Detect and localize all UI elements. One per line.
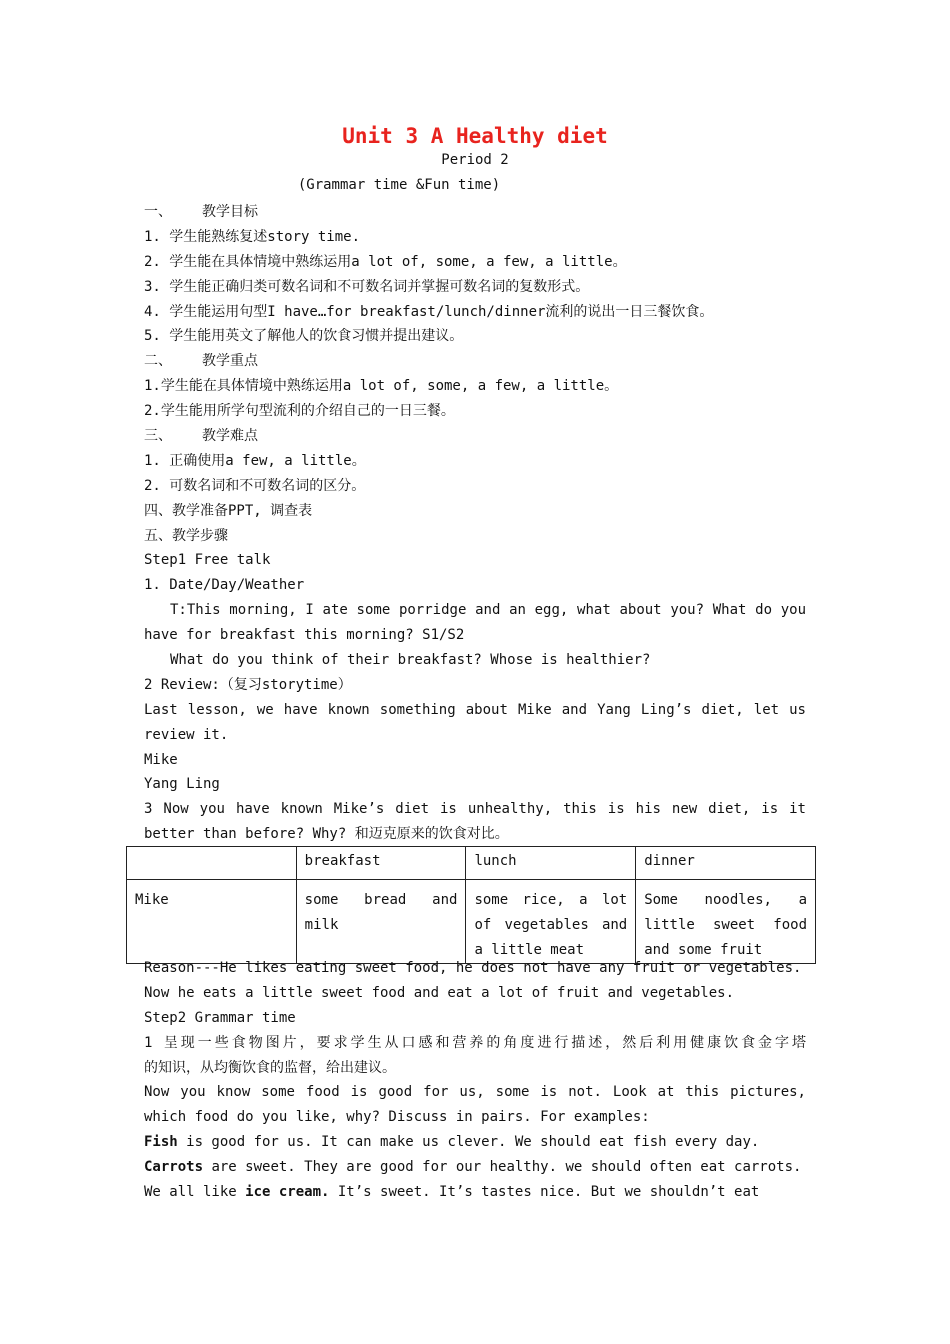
step1-heading: Step1 Free talk (144, 552, 271, 569)
key-point-1: 1.学生能在具体情境中熟练运用a lot of, some, a few, a little。 (144, 378, 619, 395)
key-point-2: 2.学生能用所学句型流利的介绍自己的一日三餐。 (144, 403, 455, 420)
grammar-item-2-line-1: Now you know some food is good for us, some is not. Look at this pictures, (144, 1084, 806, 1101)
period-label: Period 2 (441, 152, 509, 168)
teacher-line-2: have for breakfast this morning? S1/S2 (144, 627, 465, 644)
review-line-2: review it. (144, 726, 229, 743)
step1-item-2: 2 Review:（复习storytime） (144, 676, 352, 693)
objective-3: 3. 学生能正确归类可数名词和不可数名词并掌握可数名词的复数形式。 (144, 278, 590, 295)
teacher-line-3: What do you think of their breakfast? Whose is healthier? (170, 652, 651, 669)
document-title: Unit 3 A Healthy diet (342, 124, 608, 148)
difficulty-2: 2. 可数名词和不可数名词的区分。 (144, 477, 366, 494)
step1-item-3-line-1: 3 Now you have known Mike’s diet is unhealthy, this is his new diet, is it (144, 801, 806, 818)
reason-line-2: Now he eats a little sweet food and eat a lot of fruit and vegetables. (144, 984, 735, 1001)
step2-heading: Step2 Grammar time (144, 1009, 296, 1026)
table-header-row (127, 847, 816, 880)
table-header-cell: breakfast (296, 847, 466, 880)
main-content (144, 200, 806, 847)
section-steps: 五、教学步骤 (144, 527, 228, 544)
objective-2: 2. 学生能在具体情境中熟练运用a lot of, some, a few, a little。 (144, 253, 627, 270)
teacher-line-1: T:This morning, I ate some porridge and an egg, what about you? What do you (170, 602, 806, 619)
bold-word-ice-cream: ice cream. (245, 1184, 330, 1201)
step1-item-3-line-2: better than before? Why? 和迈克原来的饮食对比。 (144, 826, 509, 843)
objective-1: 1. 学生能熟练复述story time. (144, 228, 361, 245)
lesson-subtitle: (Grammar time &Fun time) (297, 177, 501, 193)
section-key-points-heading: 二、 教学重点 (144, 353, 258, 370)
table-header-cell (127, 847, 297, 880)
table-row (127, 880, 816, 964)
name-yang-ling: Yang Ling (144, 776, 220, 793)
example-fish: Fish is good for us. It can make us clever. We should eat fish every day. (144, 1134, 760, 1151)
objective-4: 4. 学生能运用句型I have…for breakfast/lunch/dinner流利的说出一日三餐饮食。 (144, 303, 714, 320)
section-preparation: 四、教学准备PPT, 调查表 (144, 502, 313, 519)
objective-5: 5. 学生能用英文了解他人的饮食习惯并提出建议。 (144, 328, 464, 345)
example-ice-cream: We all like ice cream. It’s sweet. It’s tastes nice. But we shouldn’t eat (144, 1184, 760, 1201)
table-cell-dinner: Some noodles, a little sweet food and some fruit (636, 880, 816, 964)
difficulty-1: 1. 正确使用a few, a little。 (144, 452, 366, 469)
diet-table (126, 846, 816, 964)
reason-line-1: Reason---He likes eating sweet food, he does not have any fruit or vegetables. (144, 960, 802, 976)
grammar-item-1-line-1: 1 呈现一些食物图片，要求学生从口感和营养的角度进行描述，然后利用健康饮食金字塔 (144, 1034, 806, 1051)
table-cell-row-label: Mike (127, 880, 297, 964)
review-line-1: Last lesson, we have known something about Mike and Yang Ling’s diet, let us (144, 701, 806, 718)
step1-item-1: 1. Date/Day/Weather (144, 577, 305, 594)
grammar-item-2-line-2: which food do you like, why? Discuss in pairs. For examples: (144, 1109, 650, 1126)
table-cell-breakfast: some bread and milk (296, 880, 466, 964)
section-objectives-heading: 一、 教学目标 (144, 204, 258, 220)
name-mike: Mike (144, 751, 178, 768)
section-difficulties-heading: 三、 教学难点 (144, 428, 258, 445)
table-header-cell: lunch (466, 847, 636, 880)
after-table-content (144, 956, 806, 1205)
grammar-item-1-line-2: 的知识，从均衡饮食的监督，给出建议。 (144, 1059, 396, 1076)
table-header-cell: dinner (636, 847, 816, 880)
example-carrots: Carrots are sweet. They are good for our healthy. we should often eat carrots. (144, 1159, 802, 1176)
table-cell-lunch: some rice, a lot of vegetables and a little meat (466, 880, 636, 964)
bold-word-fish: Fish (144, 1134, 178, 1151)
bold-word-carrots: Carrots (144, 1159, 204, 1176)
